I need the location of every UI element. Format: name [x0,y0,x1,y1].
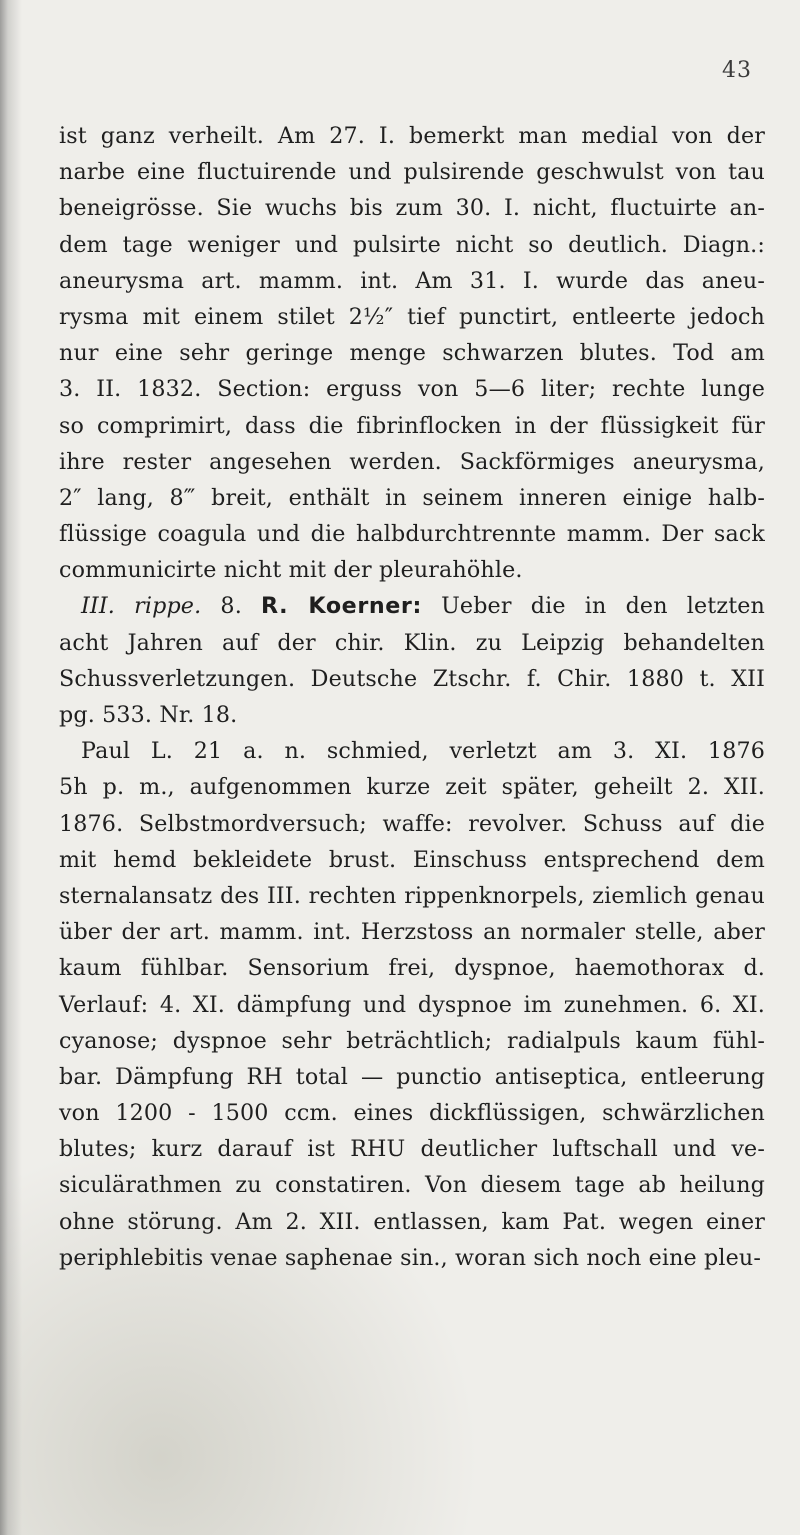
body-text [59,118,765,1276]
case-line: cyanose; dyspnoe sehr beträchtlich; radialpuls kaum fühl- [59,1027,765,1054]
author-name: R. Koerner: [261,593,422,620]
text-line: narbe eine fluctuirende und pulsirende geschwulst von tau [59,159,765,186]
text-line: communicirte nicht mit der pleurahöhle. [59,557,523,584]
text-line: beneigrösse. Sie wuchs bis zum 30. I. nicht, fluctuirte an- [59,195,765,222]
text-line: 3. II. 1832. Section: erguss von 5—6 liter; rechte lunge [59,376,765,403]
text-line: flüssige coagula und die halbdurchtrennte mamm. Der sack [59,521,765,548]
text-line: dem tage weniger und pulsirte nicht so deutlich. Diagn.: [59,231,765,258]
case-line: Verlauf: 4. XI. dämpfung und dyspnoe im zunehmen. 6. XI. [59,991,765,1018]
case-line: Paul L. 21 a. n. schmied, verletzt am 3. XI. 1876 [81,738,765,765]
reference-line: acht Jahren auf der chir. Klin. zu Leipzig behandelten [59,629,765,656]
case-line: kaum fühlbar. Sensorium frei, dyspnoe, haemothorax d. [59,955,765,982]
section-label: III. rippe. [81,593,202,620]
case-line: über der art. mamm. int. Herzstoss an normaler stelle, aber [59,919,765,946]
page-number: 43 [722,58,752,83]
case-line: 1876. Selbstmordversuch; waffe: revolver. Schuss auf die [59,810,765,837]
text-line: ihre rester angesehen werden. Sackförmiges aneurysma, [59,448,765,475]
case-line: bar. Dämpfung RH total — punctio antiseptica, entleerung [59,1063,765,1090]
reference-title-part-1: Ueber die in den letzten [441,593,766,620]
text-line: nur eine sehr geringe menge schwarzen blutes. Tod am [59,340,765,367]
reference-heading-line [59,588,765,624]
case-line: 5h p. m., aufgenommen kurze zeit später, geheilt 2. XII. [59,774,765,801]
case-line: blutes; kurz darauf ist RHU deutlicher luftschall und ve- [59,1136,765,1163]
case-line: von 1200 - 1500 ccm. eines dickflüssigen, schwärzlichen [59,1100,765,1127]
case-line: ohne störung. Am 2. XII. entlassen, kam Pat. wegen einer [59,1208,765,1235]
text-line: ist ganz verheilt. Am 27. I. bemerkt man medial von der [59,123,765,149]
case-line: siculärathmen zu constatiren. Von diesem tage ab heilung [59,1172,765,1199]
case-line: sternalansatz des III. rechten rippenknorpels, ziemlich genau [59,882,765,909]
text-line: 2″ lang, 8‴ breit, enthält in seinem inneren einige halb- [59,484,765,511]
reference-line: Schussverletzungen. Deutsche Ztschr. f. Chir. 1880 t. XII [59,665,765,692]
reference-line: pg. 533. Nr. 18. [59,702,238,728]
text-line: aneurysma art. mamm. int. Am 31. I. wurde das aneu- [59,267,765,294]
case-line: periphlebitis venae saphenae sin., woran sich noch eine pleu- [59,1244,761,1271]
entry-number: 8. [220,593,242,620]
text-line: rysma mit einem stilet 2½″ tief punctirt, entleerte jedoch [59,303,765,330]
text-line: so comprimirt, dass die fibrinflocken in der flüssigkeit für [59,412,765,439]
case-line: mit hemd bekleidete brust. Einschuss entsprechend dem [59,846,765,873]
